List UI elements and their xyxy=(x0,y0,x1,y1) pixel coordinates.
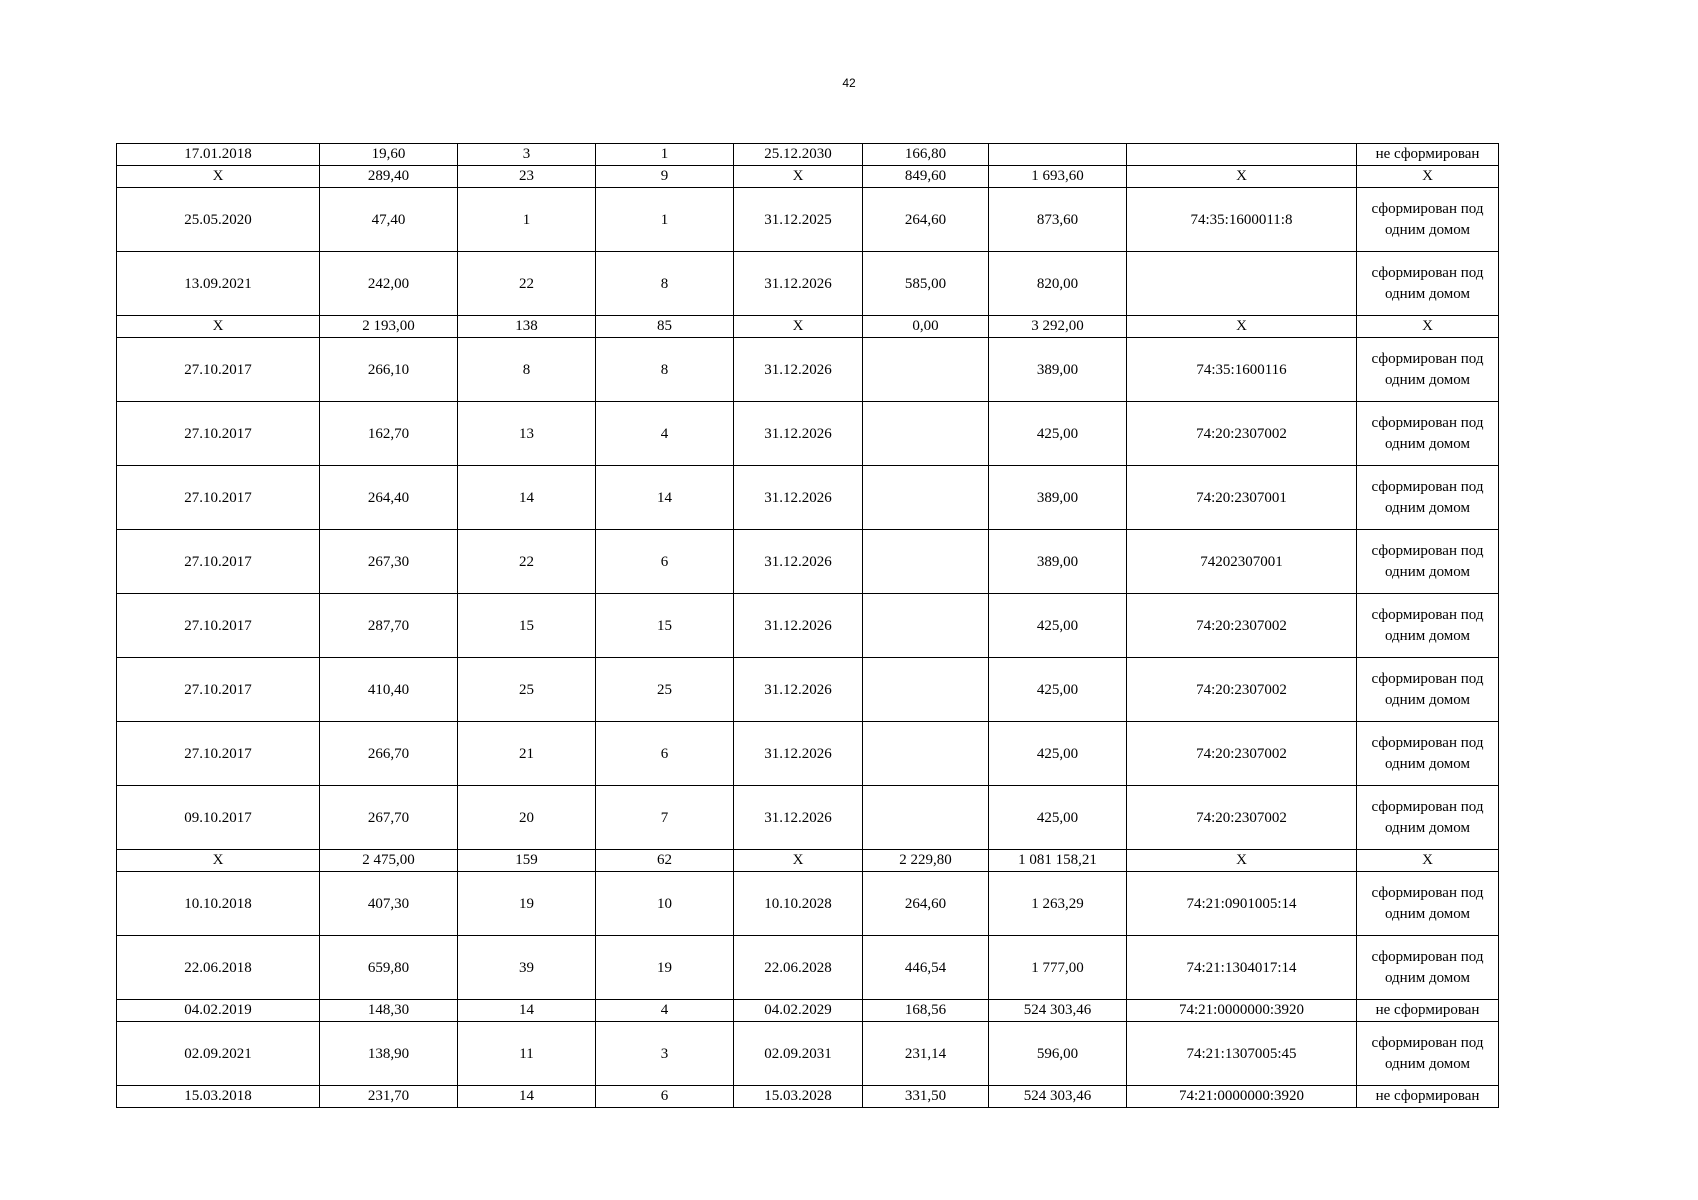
residents-cell: 14 xyxy=(458,466,596,530)
end-date-cell: 31.12.2025 xyxy=(734,188,863,252)
status-cell: сформирован под одним домом xyxy=(1357,1022,1499,1086)
residents-cell: 25 xyxy=(458,658,596,722)
value-cell: 524 303,46 xyxy=(989,1000,1127,1022)
date-cell: 22.06.2018 xyxy=(117,936,320,1000)
cadastral-cell: X xyxy=(1127,316,1357,338)
date-cell: 27.10.2017 xyxy=(117,402,320,466)
residents-cell: 159 xyxy=(458,850,596,872)
residents-cell: 3 xyxy=(458,144,596,166)
status-cell: не сформирован xyxy=(1357,144,1499,166)
apartments-cell: 1 xyxy=(596,144,734,166)
end-date-cell: 15.03.2028 xyxy=(734,1086,863,1108)
amount-cell: 264,60 xyxy=(863,872,989,936)
date-cell: 27.10.2017 xyxy=(117,658,320,722)
apartments-cell: 19 xyxy=(596,936,734,1000)
date-cell: X xyxy=(117,850,320,872)
value-cell: 3 292,00 xyxy=(989,316,1127,338)
value-cell: 425,00 xyxy=(989,402,1127,466)
table-row xyxy=(117,786,1499,850)
table-row xyxy=(117,338,1499,402)
value-cell: 389,00 xyxy=(989,466,1127,530)
table-row xyxy=(117,252,1499,316)
amount-cell: 168,56 xyxy=(863,1000,989,1022)
value-cell: 1 263,29 xyxy=(989,872,1127,936)
cadastral-cell: 74:21:1307005:45 xyxy=(1127,1022,1357,1086)
date-cell: 13.09.2021 xyxy=(117,252,320,316)
table-row xyxy=(117,188,1499,252)
area-cell: 231,70 xyxy=(320,1086,458,1108)
cadastral-cell: X xyxy=(1127,850,1357,872)
table-row xyxy=(117,1000,1499,1022)
amount-cell: 446,54 xyxy=(863,936,989,1000)
cadastral-cell: 74:20:2307002 xyxy=(1127,722,1357,786)
status-cell: сформирован под одним домом xyxy=(1357,722,1499,786)
table-row xyxy=(117,722,1499,786)
table-row xyxy=(117,872,1499,936)
cadastral-cell: 74:35:1600011:8 xyxy=(1127,188,1357,252)
amount-cell: 264,60 xyxy=(863,188,989,252)
cadastral-cell: 74:20:2307002 xyxy=(1127,402,1357,466)
cadastral-cell: 74202307001 xyxy=(1127,530,1357,594)
status-cell: сформирован под одним домом xyxy=(1357,402,1499,466)
residents-cell: 138 xyxy=(458,316,596,338)
residents-cell: 8 xyxy=(458,338,596,402)
table-row xyxy=(117,466,1499,530)
residents-cell: 1 xyxy=(458,188,596,252)
amount-cell xyxy=(863,594,989,658)
apartments-cell: 9 xyxy=(596,166,734,188)
end-date-cell: 31.12.2026 xyxy=(734,658,863,722)
value-cell xyxy=(989,144,1127,166)
area-cell: 659,80 xyxy=(320,936,458,1000)
date-cell: 15.03.2018 xyxy=(117,1086,320,1108)
date-cell: 27.10.2017 xyxy=(117,338,320,402)
area-cell: 2 475,00 xyxy=(320,850,458,872)
apartments-cell: 25 xyxy=(596,658,734,722)
table-row xyxy=(117,316,1499,338)
apartments-cell: 8 xyxy=(596,252,734,316)
apartments-cell: 15 xyxy=(596,594,734,658)
area-cell: 138,90 xyxy=(320,1022,458,1086)
area-cell: 407,30 xyxy=(320,872,458,936)
residents-cell: 21 xyxy=(458,722,596,786)
cadastral-cell xyxy=(1127,144,1357,166)
residents-cell: 22 xyxy=(458,252,596,316)
apartments-cell: 6 xyxy=(596,1086,734,1108)
page-number: 42 xyxy=(842,76,856,90)
end-date-cell: 10.10.2028 xyxy=(734,872,863,936)
table-body xyxy=(117,144,1499,1108)
table-row xyxy=(117,850,1499,872)
end-date-cell: 31.12.2026 xyxy=(734,594,863,658)
end-date-cell: 25.12.2030 xyxy=(734,144,863,166)
residents-cell: 14 xyxy=(458,1086,596,1108)
apartments-cell: 14 xyxy=(596,466,734,530)
area-cell: 19,60 xyxy=(320,144,458,166)
area-cell: 47,40 xyxy=(320,188,458,252)
table-row xyxy=(117,1086,1499,1108)
area-cell: 162,70 xyxy=(320,402,458,466)
cadastral-cell: 74:20:2307002 xyxy=(1127,658,1357,722)
residents-cell: 39 xyxy=(458,936,596,1000)
end-date-cell: X xyxy=(734,166,863,188)
apartments-cell: 7 xyxy=(596,786,734,850)
apartments-cell: 62 xyxy=(596,850,734,872)
end-date-cell: X xyxy=(734,316,863,338)
apartments-cell: 8 xyxy=(596,338,734,402)
date-cell: 27.10.2017 xyxy=(117,722,320,786)
end-date-cell: 31.12.2026 xyxy=(734,722,863,786)
area-cell: 287,70 xyxy=(320,594,458,658)
residents-cell: 22 xyxy=(458,530,596,594)
apartments-cell: 85 xyxy=(596,316,734,338)
area-cell: 266,10 xyxy=(320,338,458,402)
amount-cell: 231,14 xyxy=(863,1022,989,1086)
date-cell: 27.10.2017 xyxy=(117,594,320,658)
status-cell: сформирован под одним домом xyxy=(1357,786,1499,850)
date-cell: 02.09.2021 xyxy=(117,1022,320,1086)
status-cell: X xyxy=(1357,166,1499,188)
cadastral-cell: 74:35:1600116 xyxy=(1127,338,1357,402)
apartments-cell: 4 xyxy=(596,1000,734,1022)
area-cell: 242,00 xyxy=(320,252,458,316)
apartments-cell: 10 xyxy=(596,872,734,936)
amount-cell xyxy=(863,530,989,594)
apartments-cell: 6 xyxy=(596,722,734,786)
status-cell: сформирован под одним домом xyxy=(1357,658,1499,722)
value-cell: 873,60 xyxy=(989,188,1127,252)
area-cell: 410,40 xyxy=(320,658,458,722)
end-date-cell: 31.12.2026 xyxy=(734,466,863,530)
amount-cell xyxy=(863,722,989,786)
cadastral-cell: 74:21:0000000:3920 xyxy=(1127,1000,1357,1022)
end-date-cell: 22.06.2028 xyxy=(734,936,863,1000)
residents-cell: 14 xyxy=(458,1000,596,1022)
end-date-cell: 02.09.2031 xyxy=(734,1022,863,1086)
date-cell: 04.02.2019 xyxy=(117,1000,320,1022)
end-date-cell: 31.12.2026 xyxy=(734,786,863,850)
cadastral-cell: X xyxy=(1127,166,1357,188)
value-cell: 425,00 xyxy=(989,658,1127,722)
residents-cell: 13 xyxy=(458,402,596,466)
area-cell: 289,40 xyxy=(320,166,458,188)
value-cell: 1 777,00 xyxy=(989,936,1127,1000)
area-cell: 264,40 xyxy=(320,466,458,530)
date-cell: 25.05.2020 xyxy=(117,188,320,252)
cadastral-cell: 74:21:1304017:14 xyxy=(1127,936,1357,1000)
area-cell: 2 193,00 xyxy=(320,316,458,338)
date-cell: X xyxy=(117,166,320,188)
amount-cell: 585,00 xyxy=(863,252,989,316)
residents-cell: 19 xyxy=(458,872,596,936)
table-row xyxy=(117,166,1499,188)
cadastral-cell: 74:21:0901005:14 xyxy=(1127,872,1357,936)
status-cell: сформирован под одним домом xyxy=(1357,252,1499,316)
amount-cell: 331,50 xyxy=(863,1086,989,1108)
value-cell: 425,00 xyxy=(989,594,1127,658)
value-cell: 389,00 xyxy=(989,530,1127,594)
amount-cell xyxy=(863,338,989,402)
apartments-cell: 4 xyxy=(596,402,734,466)
date-cell: 27.10.2017 xyxy=(117,530,320,594)
amount-cell xyxy=(863,786,989,850)
status-cell: сформирован под одним домом xyxy=(1357,466,1499,530)
apartments-cell: 1 xyxy=(596,188,734,252)
cadastral-cell: 74:20:2307001 xyxy=(1127,466,1357,530)
area-cell: 266,70 xyxy=(320,722,458,786)
end-date-cell: 31.12.2026 xyxy=(734,338,863,402)
value-cell: 425,00 xyxy=(989,786,1127,850)
table-row xyxy=(117,594,1499,658)
value-cell: 820,00 xyxy=(989,252,1127,316)
amount-cell xyxy=(863,402,989,466)
date-cell: 17.01.2018 xyxy=(117,144,320,166)
residents-cell: 11 xyxy=(458,1022,596,1086)
table-row xyxy=(117,144,1499,166)
cadastral-cell: 74:20:2307002 xyxy=(1127,594,1357,658)
value-cell: 389,00 xyxy=(989,338,1127,402)
area-cell: 267,70 xyxy=(320,786,458,850)
status-cell: сформирован под одним домом xyxy=(1357,594,1499,658)
amount-cell: 849,60 xyxy=(863,166,989,188)
date-cell: 09.10.2017 xyxy=(117,786,320,850)
residents-cell: 20 xyxy=(458,786,596,850)
status-cell: сформирован под одним домом xyxy=(1357,338,1499,402)
status-cell: X xyxy=(1357,850,1499,872)
residents-cell: 15 xyxy=(458,594,596,658)
status-cell: сформирован под одним домом xyxy=(1357,530,1499,594)
end-date-cell: 31.12.2026 xyxy=(734,402,863,466)
date-cell: 27.10.2017 xyxy=(117,466,320,530)
table-row xyxy=(117,530,1499,594)
amount-cell: 166,80 xyxy=(863,144,989,166)
table-row xyxy=(117,936,1499,1000)
amount-cell: 0,00 xyxy=(863,316,989,338)
status-cell: не сформирован xyxy=(1357,1086,1499,1108)
cadastral-cell: 74:20:2307002 xyxy=(1127,786,1357,850)
date-cell: X xyxy=(117,316,320,338)
date-cell: 10.10.2018 xyxy=(117,872,320,936)
area-cell: 148,30 xyxy=(320,1000,458,1022)
status-cell: сформирован под одним домом xyxy=(1357,872,1499,936)
amount-cell xyxy=(863,658,989,722)
value-cell: 1 693,60 xyxy=(989,166,1127,188)
end-date-cell: 04.02.2029 xyxy=(734,1000,863,1022)
value-cell: 524 303,46 xyxy=(989,1086,1127,1108)
data-table xyxy=(116,143,1499,1108)
status-cell: X xyxy=(1357,316,1499,338)
table-row xyxy=(117,1022,1499,1086)
residents-cell: 23 xyxy=(458,166,596,188)
apartments-cell: 6 xyxy=(596,530,734,594)
end-date-cell: 31.12.2026 xyxy=(734,530,863,594)
cadastral-cell: 74:21:0000000:3920 xyxy=(1127,1086,1357,1108)
end-date-cell: 31.12.2026 xyxy=(734,252,863,316)
value-cell: 596,00 xyxy=(989,1022,1127,1086)
table-row xyxy=(117,402,1499,466)
status-cell: сформирован под одним домом xyxy=(1357,188,1499,252)
cadastral-cell xyxy=(1127,252,1357,316)
amount-cell: 2 229,80 xyxy=(863,850,989,872)
area-cell: 267,30 xyxy=(320,530,458,594)
table-row xyxy=(117,658,1499,722)
apartments-cell: 3 xyxy=(596,1022,734,1086)
status-cell: сформирован под одним домом xyxy=(1357,936,1499,1000)
amount-cell xyxy=(863,466,989,530)
status-cell: не сформирован xyxy=(1357,1000,1499,1022)
value-cell: 425,00 xyxy=(989,722,1127,786)
value-cell: 1 081 158,21 xyxy=(989,850,1127,872)
end-date-cell: X xyxy=(734,850,863,872)
